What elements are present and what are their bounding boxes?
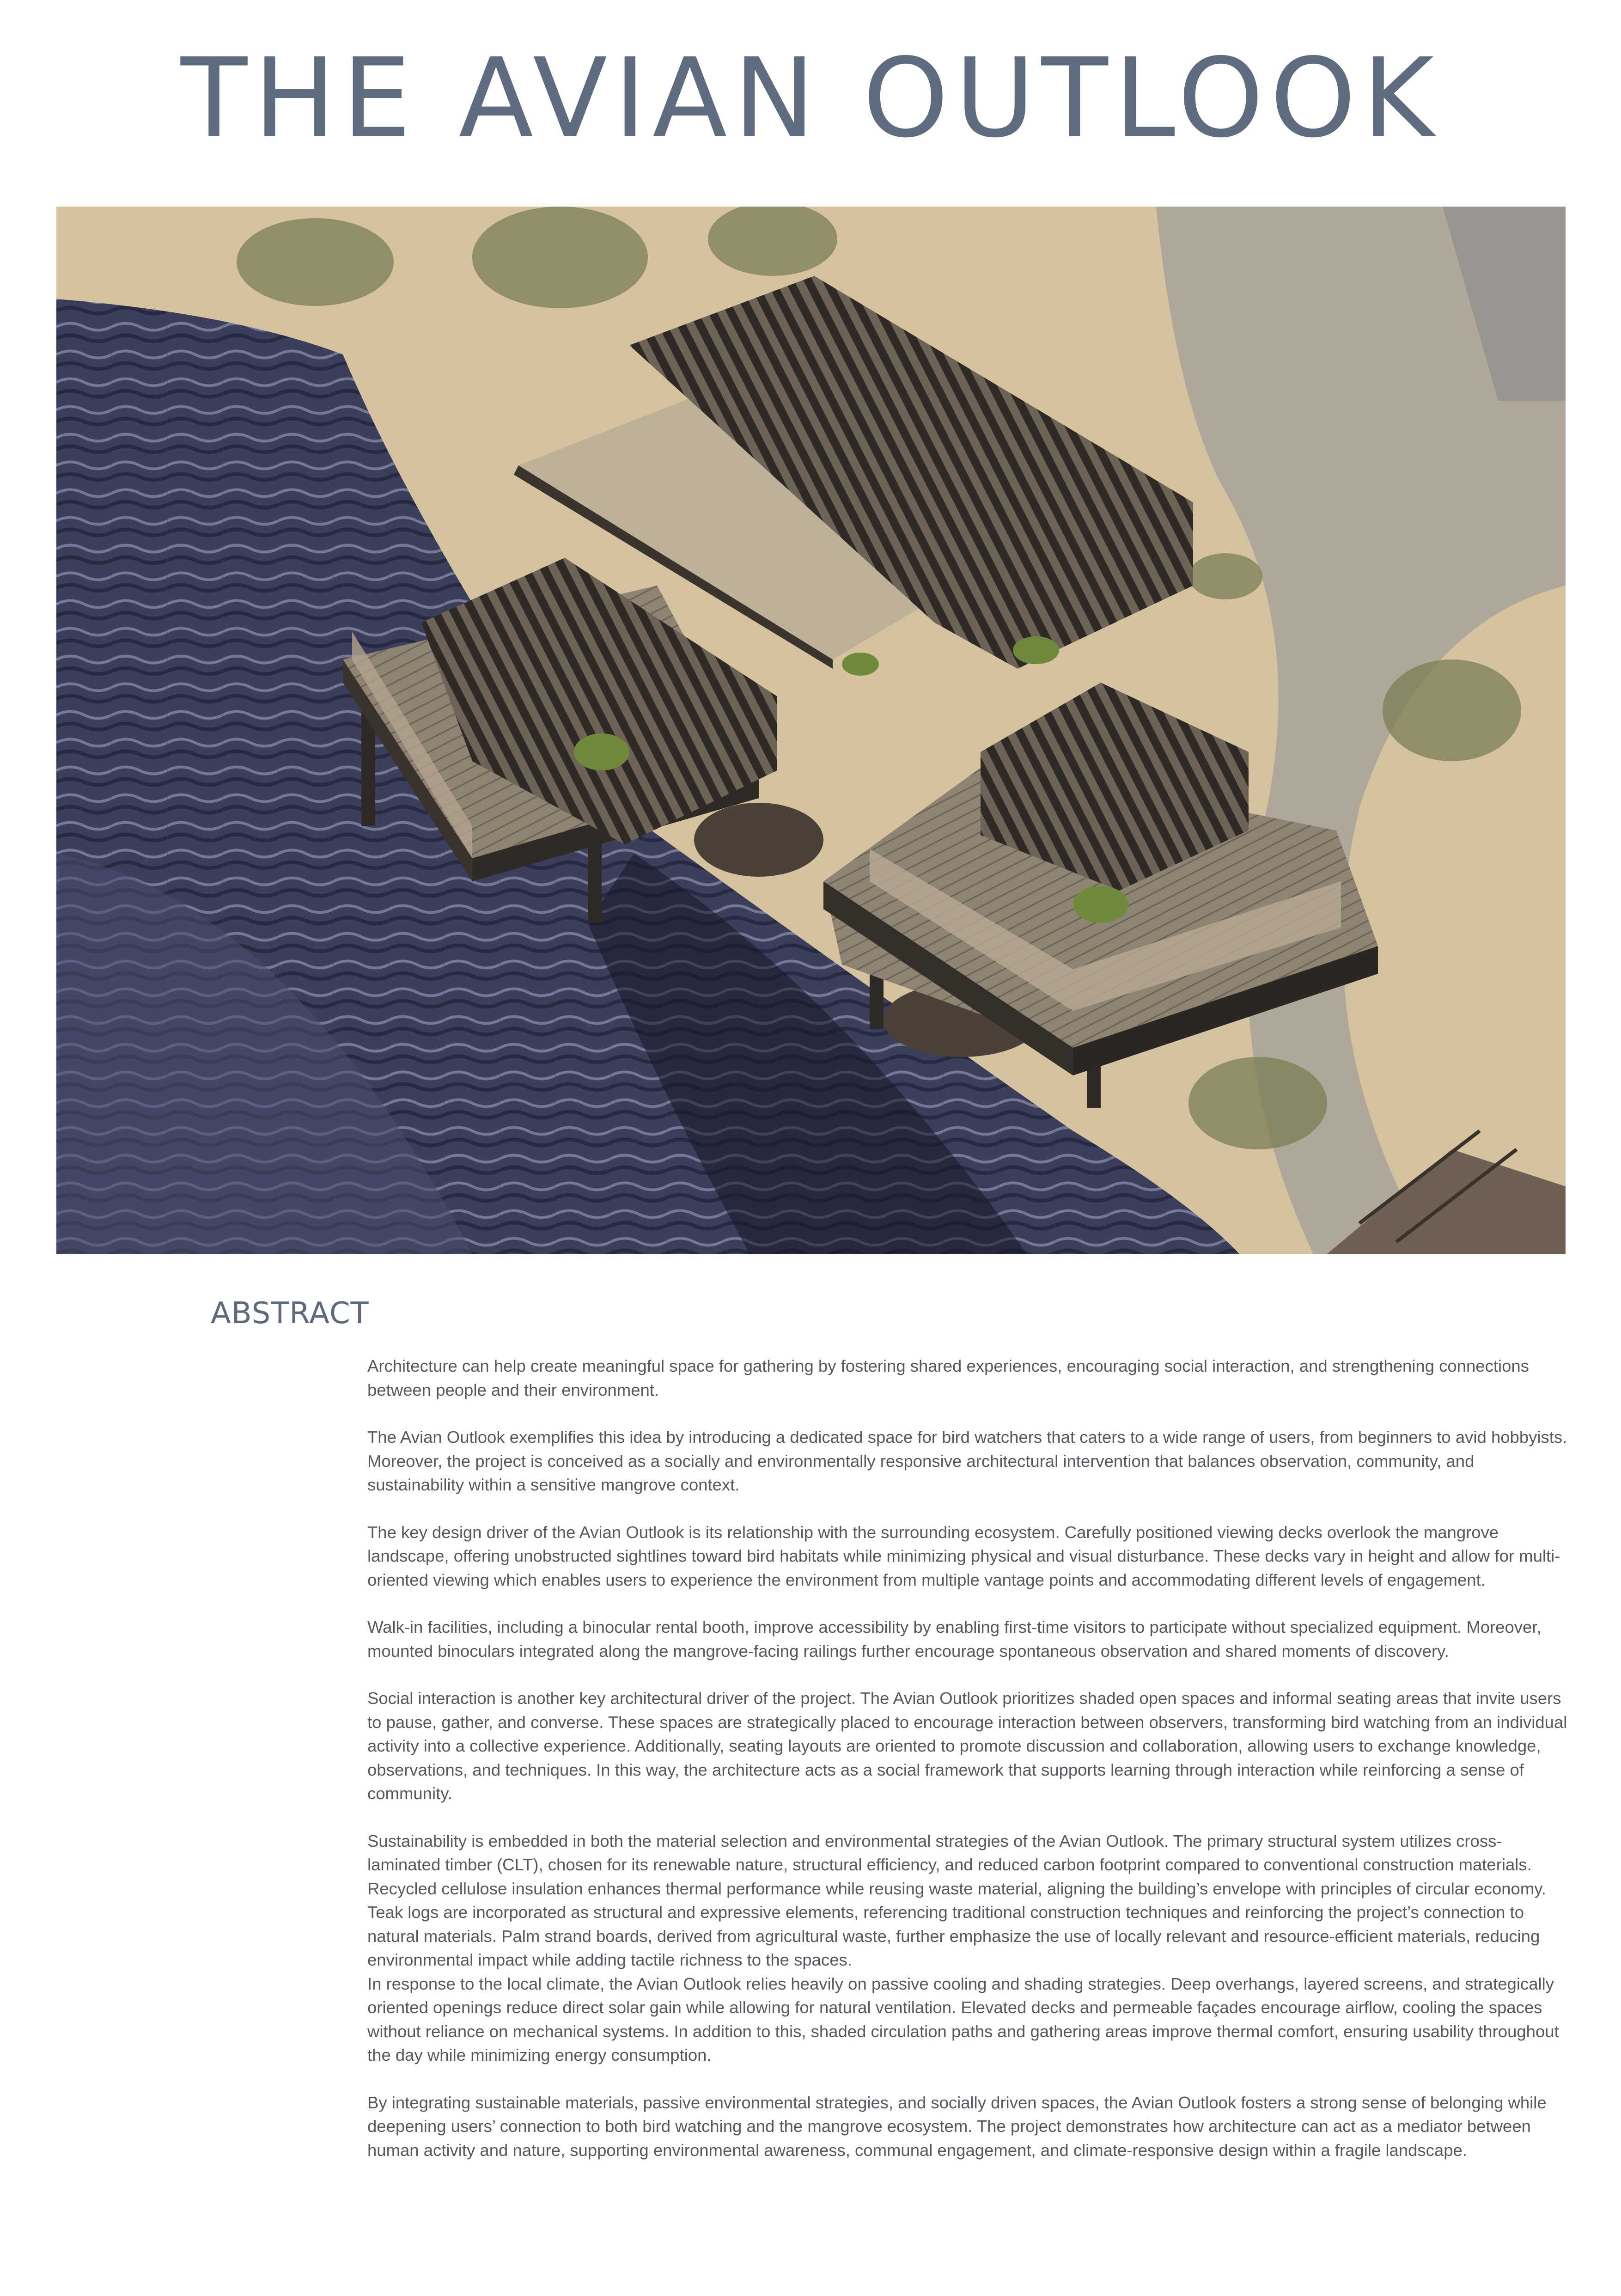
abstract-paragraph: The key design driver of the Avian Outlook is its relationship with the surrounding ecosystem. Carefully positioned viewing decks overlook the mangrove landscape, offering unobstructed sightlines toward bird habitats while minimizing physical and visual disturbance. These decks vary in height and allow for multi-oriented viewing which enables users to experience the environment from multiple vantage points and accommodating different levels of engagement.	[367, 1522, 1560, 1589]
abstract-paragraph: The Avian Outlook exemplifies this idea by introducing a dedicated space for bird watchers that caters to a wide range of users, from beginners to avid hobbyists. Moreover, the project is conceived as a socially and environmentally responsive architectural intervention that balances observation, community, and sustainability within a sensitive mangrove context.	[367, 1428, 1567, 1494]
architectural-rendering	[56, 207, 1566, 1254]
page-title: THE AVIAN OUTLOOK	[180, 35, 1441, 162]
abstract-paragraph: Social interaction is another key architectural driver of the project. The Avian Outlook prioritizes shaded open spaces and informal seating areas that invite users to pause, gather, and converse. These spaces are strategically placed to encourage interaction between observers, transforming bird watching from an individual activity into a collective experience. Additionally, seating layouts are oriented to promote discussion and collaboration, allowing users to exchange knowledge, observations, and techniques. In this way, the architecture acts as a social framework that supports learning through interaction while reinforcing a sense of community.	[367, 1689, 1567, 1803]
abstract-paragraph: Sustainability is embedded in both the material selection and environmental strategies of the Avian Outlook. The primary structural system utilizes cross-laminated timber (CLT), chosen for its renewable nature, structural efficiency, and reduced carbon footprint compared to conventional construction materials. Recycled cellulose insulation enhances thermal performance while reusing waste material, aligning the building’s envelope with principles of circular economy. Teak logs are incorporated as structural and expressive elements, referencing traditional construction techniques and reinforcing the project’s connection to natural materials. Palm strand boards, derived from agricultural waste, further emphasize the use of locally relevant and resource-efficient materials, reducing environmental impact while adding tactile richness to the spaces.	[367, 1831, 1546, 1969]
abstract-heading: ABSTRACT	[211, 1296, 369, 1331]
abstract-body	[367, 1354, 1569, 2186]
abstract-paragraph: In response to the local climate, the Avian Outlook relies heavily on passive cooling and shading strategies. Deep overhangs, layered screens, and strategically oriented openings reduce direct solar gain while allowing for natural ventilation. Elevated decks and permeable façades encourage airflow, cooling the spaces without reliance on mechanical systems. In addition to this, shaded circulation paths and gathering areas improve thermal comfort, ensuring usability throughout the day while minimizing energy consumption.	[367, 1974, 1559, 2064]
abstract-paragraph: Architecture can help create meaningful space for gathering by fostering shared experiences, encouraging social interaction, and strengthening connections between people and their environment.	[367, 1356, 1529, 1399]
abstract-paragraph: Walk-in facilities, including a binocular rental booth, improve accessibility by enabling first-time visitors to participate without specialized equipment. Moreover, mounted binoculars integrated along the mangrove-facing railings further encourage spontaneous observation and shared moments of discovery.	[367, 1618, 1542, 1661]
abstract-paragraph: By integrating sustainable materials, passive environmental strategies, and socially driven spaces, the Avian Outlook fosters a strong sense of belonging while deepening users’ connection to both bird watching and the mangrove ecosystem. The project demonstrates how architecture can act as a mediator between human activity and nature, supporting environmental awareness, communal engagement, and climate-responsive design within a fragile landscape.	[367, 2093, 1547, 2160]
